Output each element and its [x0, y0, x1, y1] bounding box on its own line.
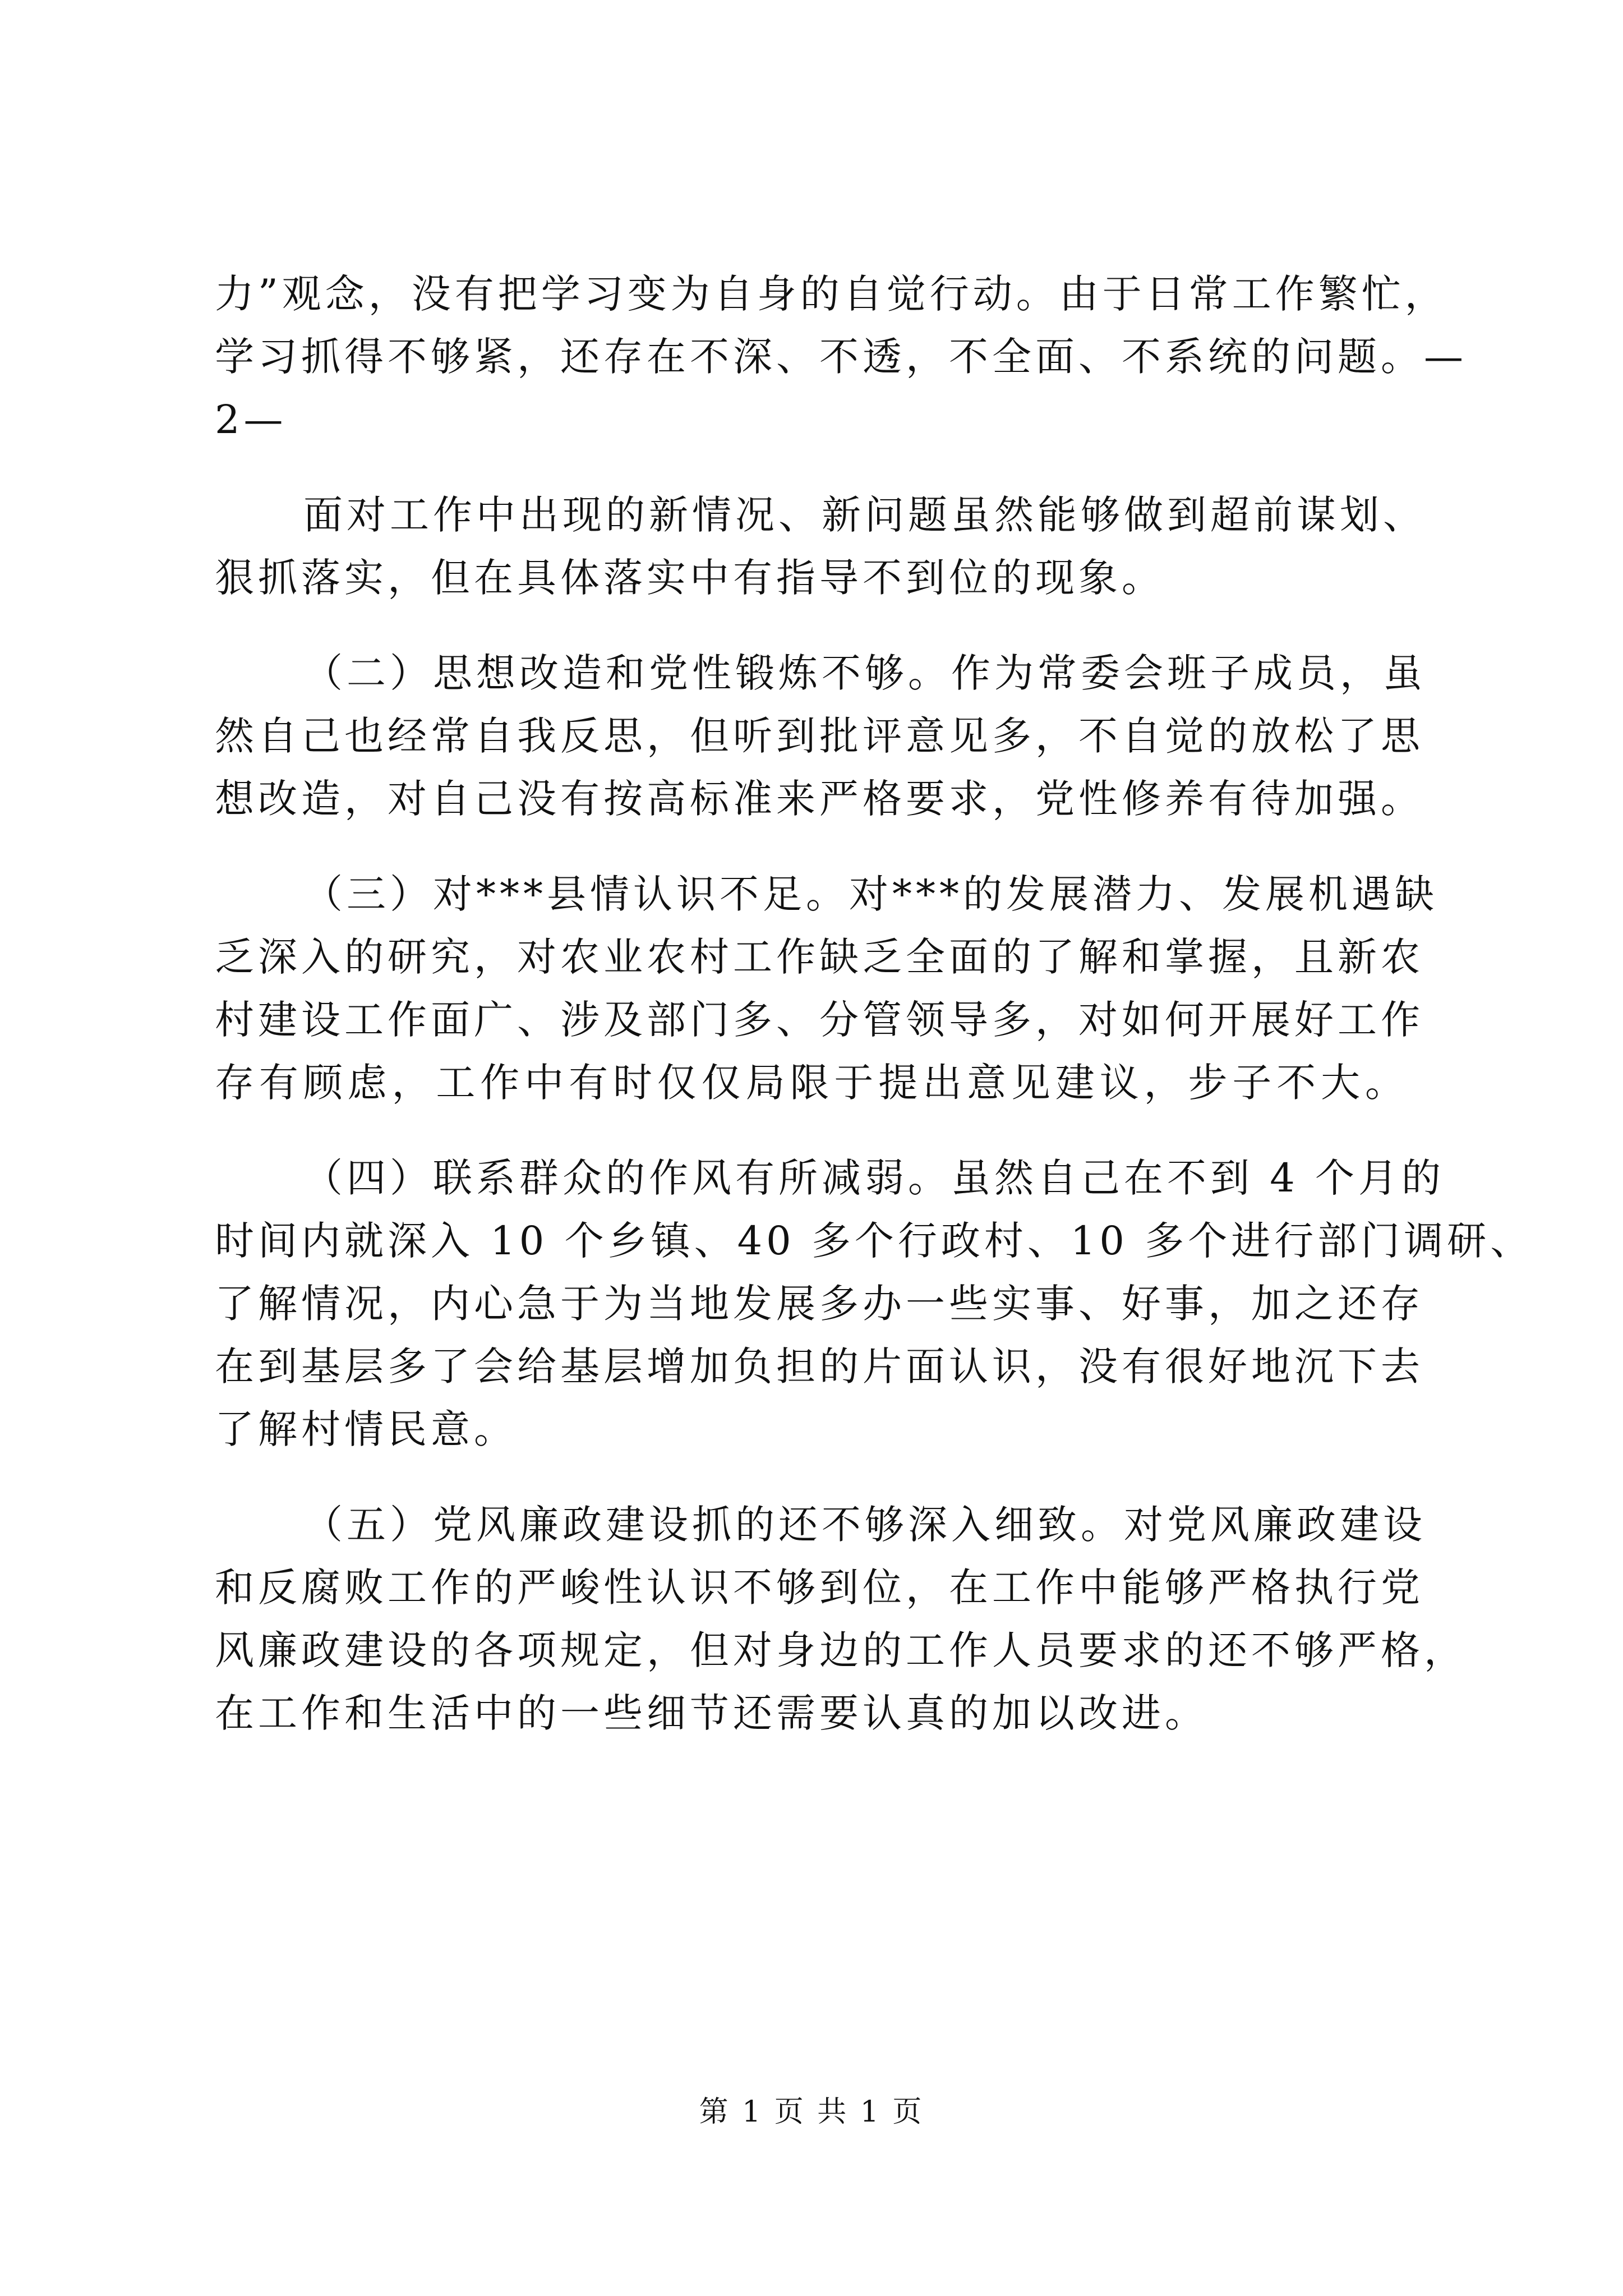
- text-line: 想改造，对自己没有按高标准来严格要求，党性修养有待加强。: [215, 776, 1424, 822]
- text-line: 风廉政建设的各项规定，但对身边的工作人员要求的还不够严格，: [215, 1627, 1467, 1673]
- paragraph-section-3: [215, 863, 1438, 1114]
- text-line: 在工作和生活中的一些细节还需要认真的加以改进。: [215, 1690, 1208, 1736]
- paragraph-gap: [215, 1114, 1408, 1147]
- text-line: 2—: [215, 397, 287, 443]
- text-line: 狠抓落实，但在具体落实中有指导不到位的现象。: [215, 555, 1165, 601]
- text-line: 面对工作中出现的新情况、新问题虽然能够做到超前谋划、: [303, 492, 1426, 538]
- paragraph-section-4: [215, 1147, 1534, 1461]
- text-line: 了解情况，内心急于为当地发展多办一些实事、好事，加之还存: [215, 1281, 1424, 1327]
- paragraph-gap: [215, 1461, 1408, 1493]
- paragraph-gap: [215, 830, 1408, 863]
- text-line: 存有顾虑，工作中有时仅仅局限于提出意见建议，步子不大。: [215, 1060, 1408, 1106]
- paragraph-section-5: [215, 1493, 1467, 1745]
- text-line: 力”观念，没有把学习变为自身的自觉行动。由于日常工作繁忙，: [215, 271, 1448, 317]
- text-line: （三）对***县情认识不足。对***的发展潜力、发展机遇缺: [303, 871, 1438, 917]
- text-line: （五）党风廉政建设抓的还不够深入细致。对党风廉政建设: [303, 1502, 1426, 1548]
- text-line: 在到基层多了会给基层增加负担的片面认识，没有很好地沉下去: [215, 1343, 1424, 1389]
- text-line: 村建设工作面广、涉及部门多、分管领导多，对如何开展好工作: [215, 997, 1424, 1043]
- text-line: 学习抓得不够紧，还存在不深、不透，不全面、不系统的问题。—: [215, 334, 1467, 380]
- text-line: 然自己也经常自我反思，但听到批评意见多，不自觉的放松了思: [215, 713, 1424, 759]
- text-line: 了解村情民意。: [215, 1406, 517, 1452]
- text-line: 时间内就深入 10 个乡镇、40 多个行政村、10 多个进行部门调研、: [215, 1218, 1534, 1264]
- document-body: [215, 263, 1534, 1745]
- page-number-footer: 第 1 页 共 1 页: [699, 2095, 924, 2129]
- paragraph: [215, 484, 1426, 609]
- text-line: （二）思想改造和党性锻炼不够。作为常委会班子成员，虽: [303, 650, 1426, 696]
- text-line: 和反腐败工作的严峻性认识不够到位，在工作中能够严格执行党: [215, 1565, 1424, 1611]
- paragraph-section-2: [215, 642, 1426, 830]
- text-line: （四）联系群众的作风有所减弱。虽然自己在不到 4 个月的: [303, 1155, 1445, 1201]
- paragraph-gap: [215, 451, 1408, 484]
- paragraph-continued: [215, 263, 1467, 451]
- text-line: 乏深入的研究，对农业农村工作缺乏全面的了解和掌握，且新农: [215, 934, 1424, 980]
- paragraph-gap: [215, 609, 1408, 642]
